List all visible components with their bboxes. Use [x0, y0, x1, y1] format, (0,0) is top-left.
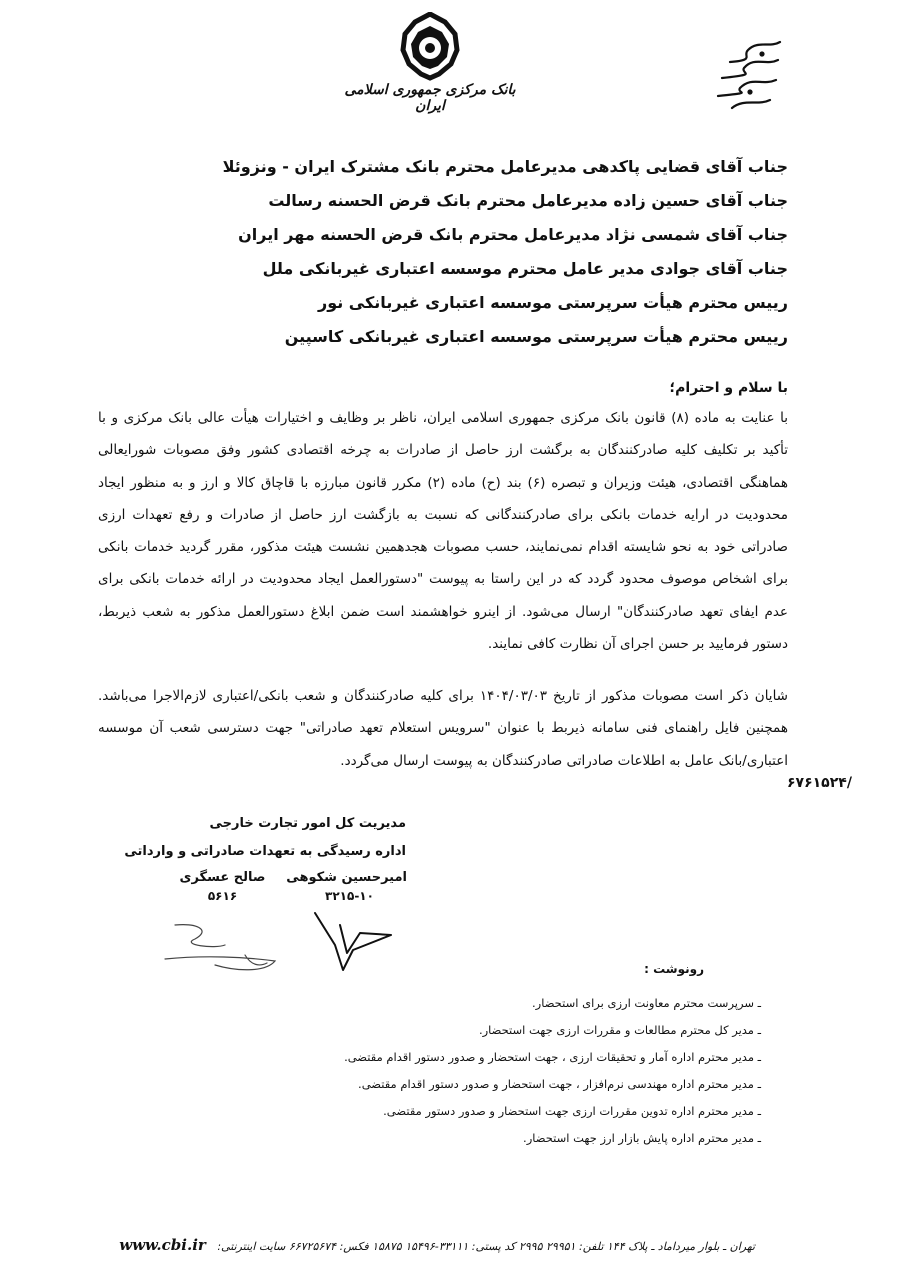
addressee-line: جناب آقای حسین زاده مدیرعامل محترم بانک قرض الحسنه رسالت — [268, 191, 788, 210]
copies-list — [344, 990, 761, 1152]
reference-number: ۶۷۶۱۵۲۴/ — [787, 775, 852, 791]
copy-item: ـ مدیر محترم اداره تدوین مقررات ارزی جهت استحضار و صدور دستور مقتضی. — [383, 1104, 761, 1118]
cbi-emblem-icon — [395, 12, 465, 82]
signer-code: ۵۶۱۶ — [207, 889, 238, 903]
addressee-line: جناب آقای شمسی نژاد مدیرعامل محترم بانک قرض الحسنه مهر ایران — [238, 225, 788, 244]
addressee-line: رییس محترم هیأت سرپرستی موسسه اعتباری غیربانکی کاسپین — [284, 327, 788, 346]
department-title: مدیریت کل امور تجارت خارجی — [209, 816, 406, 831]
copies-title: رونوشت : — [644, 962, 704, 976]
signer-block — [286, 870, 407, 903]
greeting: با سلام و احترام؛ — [669, 380, 788, 396]
signer-block — [170, 870, 275, 903]
copy-item: ـ مدیر محترم اداره پایش بازار ارز جهت استحضار. — [523, 1131, 761, 1145]
addressee-list — [88, 150, 788, 354]
footer — [119, 1236, 755, 1254]
copy-item: ـ مدیر محترم اداره مهندسی نرم‌افزار ، جهت استحضار و صدور دستور اقدام مقتضی. — [358, 1077, 761, 1091]
signer-name: صالح عسگری — [179, 870, 266, 885]
slogan-calligraphy — [700, 30, 790, 120]
copy-item: ـ مدیر محترم اداره آمار و تحقیقات ارزی ، جهت استحضار و صدور دستور اقدام مقتضی. — [344, 1050, 761, 1064]
website-link[interactable]: www.cbi.ir — [119, 1236, 206, 1254]
signer-code: ۳۲۱۵-۱۰ — [325, 889, 374, 903]
office-title: اداره رسیدگی به تعهدات صادراتی و وارداتی — [124, 844, 406, 859]
signature-2 — [155, 915, 295, 985]
bank-name: بانک مرکزی جمهوری اسلامی ایران — [344, 82, 516, 114]
addressee-line: جناب آقای جوادی مدیر عامل محترم موسسه اعتباری غیربانکی ملل — [262, 259, 788, 278]
copy-item: ـ مدیر کل محترم مطالعات و مقررات ارزی جهت استحضار. — [478, 1023, 761, 1037]
copy-item: ـ سرپرست محترم معاونت ارزی برای استحضار. — [532, 996, 761, 1010]
signer-name: امیرحسین شکوهی — [286, 870, 407, 885]
footer-address: تهران ـ بلوار میرداماد ـ پلاک ۱۴۴ تلفن: ۲۹۹۵۱ ۲۹۹۵ کد پستی: ۳۳۱۱۱-۱۵۴۹۶ ۱۵۸۷۵ فکس: ۶۶۷۲۵۶۷۴ سایت اینترنتی: — [217, 1240, 755, 1253]
signature-1 — [305, 905, 405, 980]
body-paragraph-1: با عنایت به ماده (۸) قانون بانک مرکزی جمهوری اسلامی ایران، ناظر بر وظایف و اختیارات هیأت عالی بانک مرکزی و با تأکید بر تکلیف کلیه صادرکنندگان به برگشت ارز حاصل از صادرات به چرخه اقتصادی کشور وفق مصوبات شورایعالی هماهنگی اقتصادی، هیئت وزیران و تبصره (۶) بند (ح) ماده (۲) مکرر قانون مبارزه با قاچاق کالا و ارز و به منظور ایجاد محدودیت در ارایه خدمات بانکی برای صادرکنندگانی که نسبت به بازگشت ارز حاصل از صادرات و رفع تعهدات ارزی صادراتی خود به نحو شایسته اقدام نمی‌نمایند، حسب مصوبات هجدهمین نشست هیئت مذکور، مقرر گردید خدمات بانکی برای اشخاص موصوف محدود گردد که در این راستا به پیوست "دستورالعمل ایجاد محدودیت در ارائه خدمات بانکی برای عدم ایفای تعهد صادرکنندگان" ارسال می‌شود. از اینرو خواهشمند است ضمن ابلاغ دستورالعمل مذکور به شعب ذیربط، دستور فرمایید بر حسن اجرای آن نظارت کافی نمایند. — [98, 410, 789, 653]
department-block — [124, 810, 406, 866]
addressee-line: رییس محترم هیأت سرپرستی موسسه اعتباری غیربانکی نور — [317, 293, 788, 312]
addressee-line: جناب آقای قضایی پاکدهی مدیرعامل محترم بانک مشترک ایران - ونزوئلا — [222, 157, 788, 176]
body-paragraph-2: شایان ذکر است مصوبات مذکور از تاریخ ۱۴۰۴/۰۳/۰۳ برای کلیه صادرکنندگان و شعب بانکی/اعتباری لازم‌الاجرا می‌باشد. همچنین فایل راهنمای فنی سامانه ذیربط با عنوان "سرویس استعلام تعهد صادراتی" جهت دسترسی شعب آن موسسه اعتباری/بانک عامل به اطلاعات صادراتی صادرکنندگان به پیوست ارسال می‌گردد. — [98, 688, 788, 769]
